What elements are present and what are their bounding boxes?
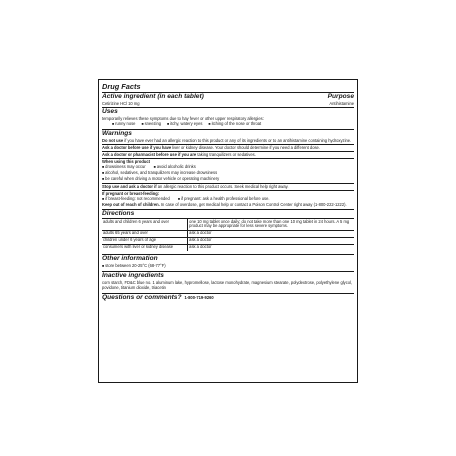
other-information-storage: ■ store between 20-25°C (68-77°F) xyxy=(102,263,354,269)
questions-row xyxy=(102,294,354,302)
warning-ask-doctor xyxy=(102,145,354,150)
list-item: ■ runny nose xyxy=(112,121,135,127)
directions-who: children under 6 years of age xyxy=(102,237,188,244)
table-row xyxy=(102,219,354,231)
list-item: ■ itchy, watery eyes xyxy=(167,121,202,127)
purpose-heading: Purpose xyxy=(327,93,354,100)
table-row xyxy=(102,230,354,237)
directions-heading: Directions xyxy=(102,210,135,217)
warning-label: If pregnant or breast-feeding: xyxy=(102,191,160,196)
list-item: ■ avoid alcoholic drinks xyxy=(154,164,196,170)
directions-who: adults 65 years and over xyxy=(102,230,188,237)
directions-what: one 10 mg tablet once daily; do not take more than one 10 mg tablet in 24 hours. A 5 mg product may be appropriate for less severe symptoms. xyxy=(188,219,354,231)
warning-label: Stop use and ask a doctor if xyxy=(102,184,157,189)
directions-who: adults and children 6 years and over xyxy=(102,219,188,231)
list-item: ■ be careful when driving a motor vehicle or operating machinery xyxy=(102,176,354,182)
drug-facts-panel xyxy=(98,79,358,383)
inactive-ingredients-heading: Inactive ingredients xyxy=(102,271,164,279)
list-item: ■ drowsiness may occur xyxy=(102,164,146,170)
list-item: ■ if breast-feeding: not recommended xyxy=(102,196,170,202)
warning-label: Do not use xyxy=(102,138,124,143)
directions-table xyxy=(102,218,354,251)
directions-what: ask a doctor xyxy=(188,237,354,244)
questions-phone: 1-800-719-9260 xyxy=(184,294,214,300)
active-ingredient-row xyxy=(102,101,354,106)
other-information-heading: Other information xyxy=(102,254,158,262)
warning-text: if you have ever had an allergic reaction to this product or any of its ingredients or to an antihistamine containing hydroxyzine. xyxy=(124,138,352,143)
uses-heading: Uses xyxy=(102,108,118,115)
active-ingredient-heading: Active ingredient (in each tablet) xyxy=(102,93,204,100)
directions-who: consumers with liver or kidney disease xyxy=(102,244,188,250)
directions-what: ask a doctor xyxy=(188,244,354,250)
purpose-value: Antihistamine xyxy=(329,101,354,106)
list-item: ■ if pregnant: ask a health professional before use. xyxy=(178,196,270,202)
questions-heading: Questions or comments? xyxy=(102,293,182,301)
table-row xyxy=(102,237,354,244)
warning-keep-out xyxy=(102,202,354,207)
warning-text: an allergic reaction to this product occurs. Seek medical help right away. xyxy=(157,184,289,189)
active-ingredient-value: Cetirizine HCl 10 mg xyxy=(102,101,140,106)
list-item: ■ alcohol, sedatives, and tranquilizers may increase drowsiness xyxy=(102,170,354,176)
warning-text: liver or kidney disease. Your doctor should determine if you need a different dose. xyxy=(172,145,320,150)
warning-label: Keep out of reach of children. xyxy=(102,202,160,207)
uses-intro: temporarily relieves these symptoms due to hay fever or other upper respiratory allergies: xyxy=(102,116,264,121)
directions-what: ask a doctor xyxy=(188,230,354,237)
warning-label: When using this product xyxy=(102,159,150,164)
warnings-heading: Warnings xyxy=(102,130,132,137)
drug-facts-title: Drug Facts xyxy=(102,82,141,91)
inactive-ingredients-list: corn starch, FD&C blue no. 1 aluminum lake, hypromellose, lactose monohydrate, magnesium stearate, polydextrose, polyethylene glycol, povidone, titanium dioxide, triacetin xyxy=(102,279,353,290)
warning-do-not-use xyxy=(102,138,354,143)
list-item: ■ itching of the nose or throat xyxy=(208,121,261,127)
list-item: ■ sneezing xyxy=(141,121,161,127)
warning-text: taking tranquilizers or sedatives. xyxy=(197,152,256,157)
active-ingredient-header xyxy=(102,93,354,101)
warning-text: In case of overdose, get medical help or contact a Poison Control Center right away (1-800-222-1222). xyxy=(160,202,347,207)
warning-label: Ask a doctor or pharmacist before use if you are xyxy=(102,152,197,157)
warning-label: Ask a doctor before use if you have xyxy=(102,145,172,150)
